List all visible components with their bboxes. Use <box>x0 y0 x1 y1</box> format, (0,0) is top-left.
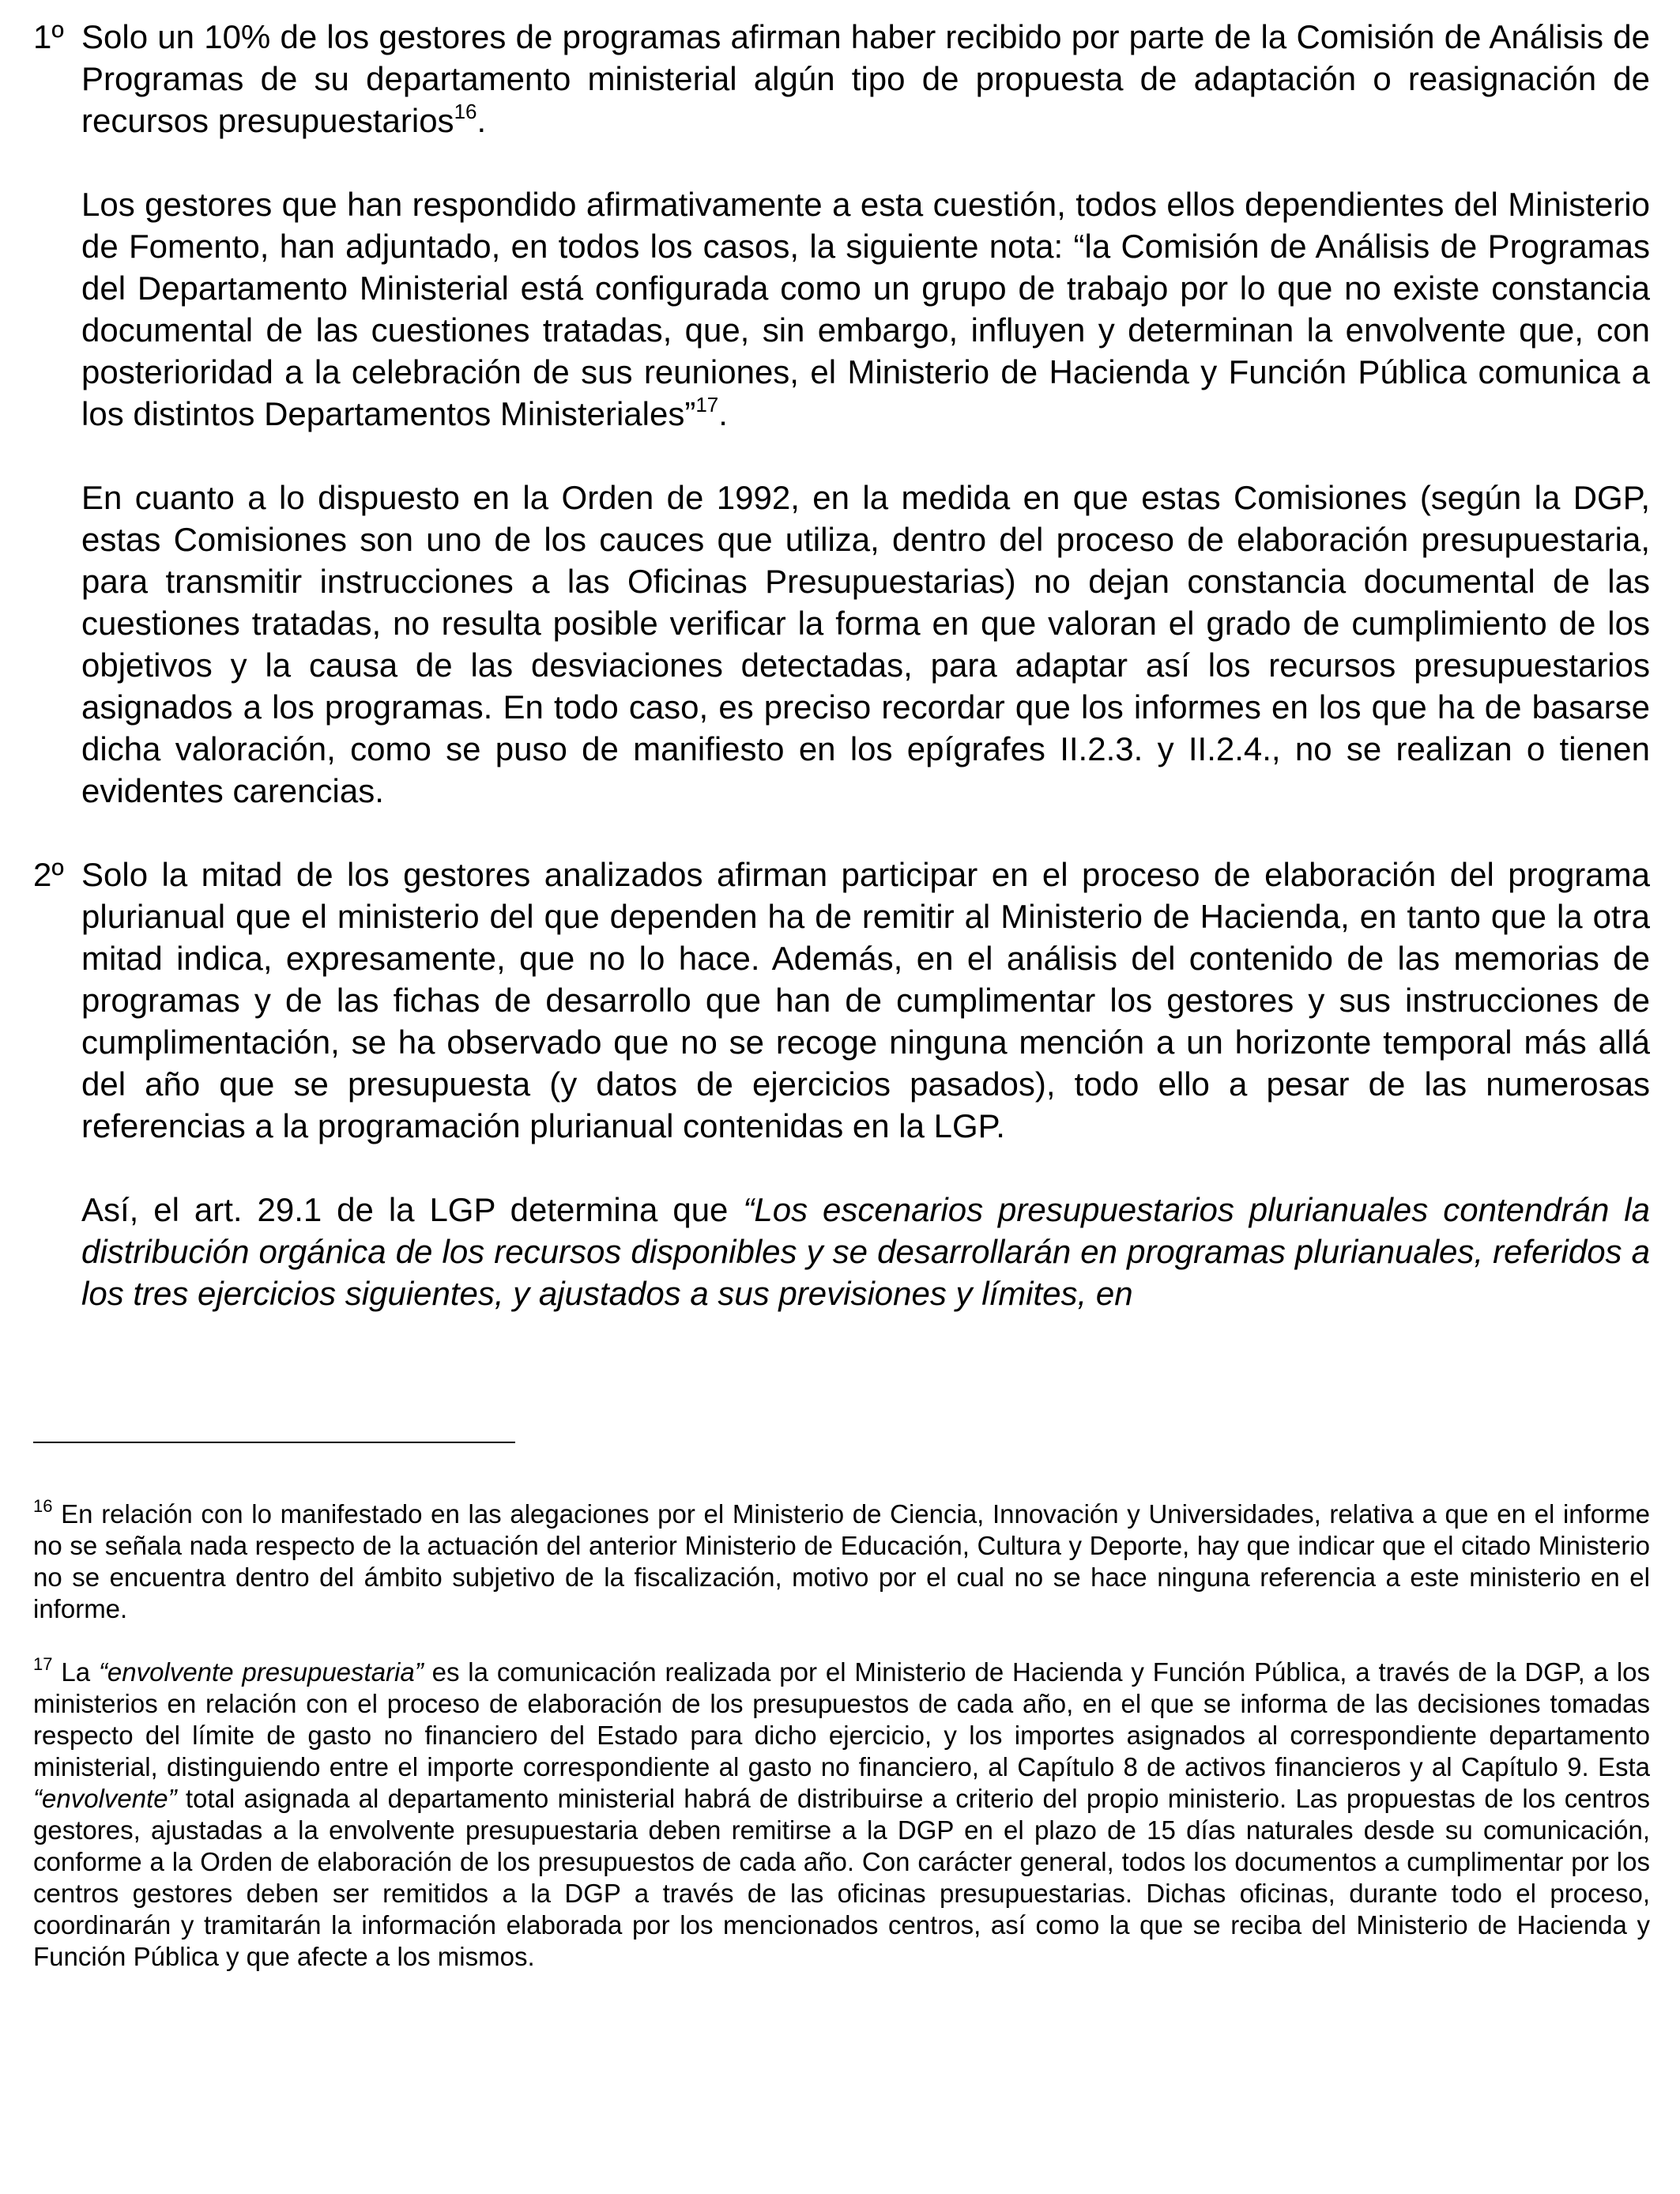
footnote-text: En relación con lo manifestado en las alegaciones por el Ministerio de Ciencia, Innovación y Universidades, relativa a que en el informe no se señala nada respecto de la actuación del anterior Ministerio de Educación, Cultura y Deporte, hay que indicar que el citado Ministerio no se encuentra dentro del ámbito subjetivo de la fiscalización, motivo por el cual no se hace ninguna referencia a este ministerio en el informe. <box>33 1499 1650 1623</box>
legal-quote: “Los escenarios presupuestarios plurianuales contendrán la distribución orgánica de los recursos disponibles y se desarrollarán en programas plurianuales, referidos a los tres ejercicios siguientes, y ajustados a sus previsiones y límites, en <box>81 1191 1650 1312</box>
list-item-1 <box>33 16 1650 812</box>
footnote-text: total asignada al departamento ministerial habrá de distribuirse a criterio del propio ministerio. Las propuestas de los centros gestores, ajustadas a la envolvente presupuestaria deben remitirse a la DGP en el plazo de 15 días naturales desde su comunicación, conforme a la Orden de elaboración de los presupuestos de cada año. Con carácter general, todos los documentos a cumplimentar por los centros gestores deben ser remitidos a la DGP a través de las oficinas presupuestarias. Dichas oficinas, durante todo el proceso, coordinarán y tramitarán la información elaborada por los mencionados centros, así como la que se reciba del Ministerio de Hacienda y Función Pública y que afecte a los mismos. <box>33 1784 1650 1971</box>
paragraph: En cuanto a lo dispuesto en la Orden de 1992, en la medida en que estas Comisiones (según la DGP, estas Comisiones son uno de los cauces que utiliza, dentro del proceso de elaboración presupuestaria, para transmitir instrucciones a las Oficinas Presupuestarias) no dejan constancia documental de las cuestiones tratadas, no resulta posible verificar la forma en que valoran el grado de cumplimiento de los objetivos y la causa de las desviaciones detectadas, para adaptar así los recursos presupuestarios asignados a los programas. En todo caso, es preciso recordar que los informes en los que ha de basarse dicha valoración, como se puso de manifiesto en los epígrafes II.2.3. y II.2.4., no se realizan o tienen evidentes carencias. <box>81 479 1650 809</box>
footnote-ref-17[interactable]: 17 <box>695 393 719 417</box>
paragraph-text: Solo un 10% de los gestores de programas afirman haber recibido por parte de la Comisión de Análisis de Programas de su departamento ministerial algún tipo de propuesta de adaptación o reasignación de recursos presupuestarios <box>81 18 1650 139</box>
list-item-2 <box>33 854 1650 1314</box>
footnote-separator <box>33 1442 515 1443</box>
paragraph-text: Así, el art. 29.1 de la LGP determina que <box>81 1191 744 1228</box>
item-number: 2º <box>33 856 64 893</box>
footnote-17 <box>33 1654 1651 1973</box>
footnote-ref-16[interactable]: 16 <box>454 100 477 123</box>
paragraph <box>81 183 1650 435</box>
footnote-marker: 16 <box>33 1496 53 1516</box>
footnote-text: es la comunicación realizada por el Ministerio de Hacienda y Función Pública, a través de la DGP, a los ministerios en relación con el proceso de elaboración de los presupuestos de cada año, en el que se informa de las decisiones tomadas respecto del límite de gasto no financiero del Estado para dicho ejercicio, y los importes asignados al correspondiente departamento ministerial, distinguiendo entre el importe correspondiente al gasto no financiero, al Capítulo 8 de activos financieros y al Capítulo 9. Esta <box>33 1657 1651 1781</box>
footnote-term: “envolvente presupuestaria” <box>98 1657 424 1687</box>
paragraph-text: Los gestores que han respondido afirmativamente a esta cuestión, todos ellos dependientes del Ministerio de Fomento, han adjuntado, en todos los casos, la siguiente nota: “la Comisión de Análisis de Programas del Departamento Ministerial está configurada como un grupo de trabajo por lo que no existe constancia documental de las cuestiones tratadas, que, sin embargo, influyen y determinan la envolvente que, con posterioridad a la celebración de sus reuniones, el Ministerio de Hacienda y Función Pública comunica a los distintos Departamentos Ministeriales” <box>81 186 1650 432</box>
footnote-term: “envolvente” <box>33 1784 177 1813</box>
paragraph <box>81 16 1650 141</box>
item-number: 1º <box>33 18 64 55</box>
footnote-marker: 17 <box>33 1654 53 1674</box>
footnote-16 <box>33 1498 1650 1625</box>
paragraph-end: . <box>718 395 728 432</box>
paragraph-end: . <box>477 102 487 139</box>
footnotes <box>33 1498 1650 1973</box>
paragraph: Solo la mitad de los gestores analizados afirman participar en el proceso de elaboración del programa plurianual que el ministerio del que dependen ha de remitir al Ministerio de Hacienda, en tanto que la otra mitad indica, expresamente, que no lo hace. Además, en el análisis del contenido de las memorias de programas y de las fichas de desarrollo que han de cumplimentar los gestores y sus instrucciones de cumplimentación, se ha observado que no se recoge ninguna mención a un horizonte temporal más allá del año que se presupuesta (y datos de ejercicios pasados), todo ello a pesar de las numerosas referencias a la programación plurianual contenidas en la LGP. <box>81 856 1650 1144</box>
footnote-text: La <box>52 1657 99 1687</box>
paragraph <box>81 1189 1650 1314</box>
